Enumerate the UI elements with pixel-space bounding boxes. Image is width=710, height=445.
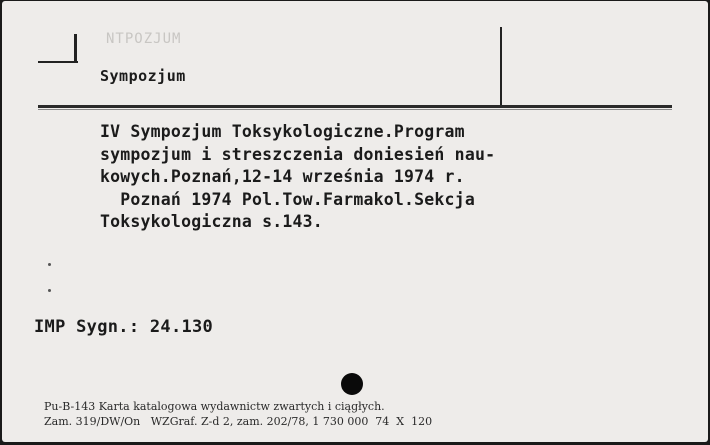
corner-mark-base	[38, 61, 78, 63]
entry-line: Toksykologiczna s.143.	[100, 212, 323, 231]
entry-line: kowych.Poznań,12-14 września 1974 r.	[100, 167, 465, 186]
corner-mark	[74, 34, 77, 62]
header-rule-thin	[38, 109, 672, 110]
paper-speck	[48, 289, 51, 292]
faded-header-text: NTPOZJUM	[106, 31, 182, 47]
card-footer	[44, 399, 432, 429]
call-number: IMP Sygn.: 24.130	[34, 317, 214, 337]
entry-line: sympozjum i streszczenia doniesień nau-	[100, 144, 496, 164]
card-heading: Sympozjum	[100, 67, 186, 85]
bibliographic-entry	[100, 121, 640, 234]
footer-line: Pu-B-143 Karta katalogowa wydawnictw zwartych i ciągłych.	[44, 400, 385, 413]
column-divider	[500, 27, 502, 107]
paper-speck	[48, 263, 51, 266]
catalog-card	[2, 1, 708, 442]
header-rule	[38, 105, 672, 108]
footer-line: Zam. 319/DW/On WZGraf. Z-d 2, zam. 202/78, 1 730 000 74 X 120	[44, 415, 433, 428]
entry-line: Poznań 1974 Pol.Tow.Farmakol.Sekcja	[100, 189, 475, 209]
card-punch-hole	[341, 373, 363, 395]
entry-line: IV Sympozjum Toksykologiczne.Program	[100, 122, 465, 141]
